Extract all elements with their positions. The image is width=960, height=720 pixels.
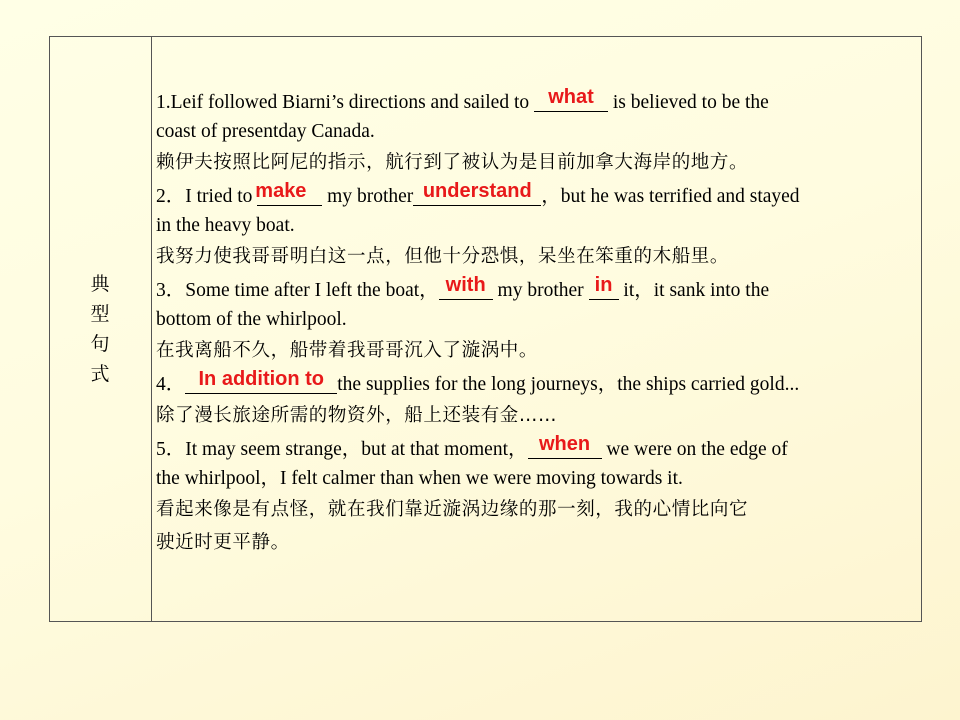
sentence-text: it，it sank into the: [618, 280, 770, 301]
translation-text: 驶近时更平静。: [156, 532, 290, 553]
answer-blank: [413, 180, 541, 206]
sentence-text: 3．Some time after I left the boat，: [156, 280, 439, 301]
sentence-text: 5．It may seem strange，but at that moment，: [156, 439, 528, 460]
sentence-text: we were on the edge of: [601, 439, 788, 460]
answer-text: make: [255, 180, 307, 202]
translation-text: 看起来像是有点怪，就在我们靠近漩涡边缘的那一刻，我的心情比向它: [156, 499, 749, 520]
answer-blank: [185, 368, 337, 394]
answer-text: in: [594, 274, 613, 296]
sentence-text: 4．: [156, 374, 186, 395]
sentence-text: in the heavy boat.: [156, 215, 295, 236]
sentence-text: 1.Leif followed Biarni’s directions and sailed to: [156, 92, 534, 113]
sentence-table: [49, 36, 922, 622]
translation-text: 赖伊夫按照比阿尼的指示，航行到了被认为是目前加拿大海岸的地方。: [156, 152, 749, 173]
translation-text: 在我离船不久，船带着我哥哥沉入了漩涡中。: [156, 340, 539, 361]
sentence-2: [156, 182, 920, 273]
translation-text: 除了漫长旅途所需的物资外，船上还装有金……: [156, 405, 558, 426]
answer-blank: [589, 274, 619, 300]
answer-blank: [534, 86, 608, 112]
table-column-divider: [151, 37, 152, 621]
sentence-text: the supplies for the long journeys，the ships carried gold...: [337, 374, 800, 395]
answer-text: with: [445, 274, 486, 296]
answer-blank: [255, 180, 322, 206]
sentence-3: [156, 276, 920, 367]
label-char: 式: [90, 363, 110, 385]
sentence-text: is believed to be the: [608, 92, 769, 113]
sentence-text: ，but he was terrified and stayed: [541, 186, 800, 207]
answer-blank: [528, 433, 602, 459]
sentence-text: the whirlpool，I felt calmer than when we were moving towards it.: [156, 468, 683, 489]
sentence-text: my brother: [322, 186, 414, 207]
sentence-text: bottom of the whirlpool.: [156, 309, 347, 330]
answer-blank: [439, 274, 493, 300]
answer-text: what: [548, 86, 594, 108]
label-char: 型: [90, 303, 110, 325]
sentence-list: [156, 88, 920, 562]
table-border-right: [921, 37, 922, 621]
answer-text: In addition to: [198, 368, 325, 390]
sentence-text: coast of presentday Canada.: [156, 121, 375, 142]
sentence-5: [156, 435, 920, 559]
sentence-text: 2．I tried to: [156, 186, 258, 207]
answer-text: understand: [422, 180, 532, 202]
answer-text: when: [538, 433, 591, 455]
label-char: 句: [90, 333, 110, 355]
category-label: [49, 37, 151, 621]
sentence-4: [156, 370, 920, 432]
translation-text: 我努力使我哥哥明白这一点，但他十分恐惧，呆坐在笨重的木船里。: [156, 246, 730, 267]
sentence-1: [156, 88, 920, 179]
label-char: 典: [90, 273, 110, 295]
sentence-text: my brother: [492, 280, 589, 301]
